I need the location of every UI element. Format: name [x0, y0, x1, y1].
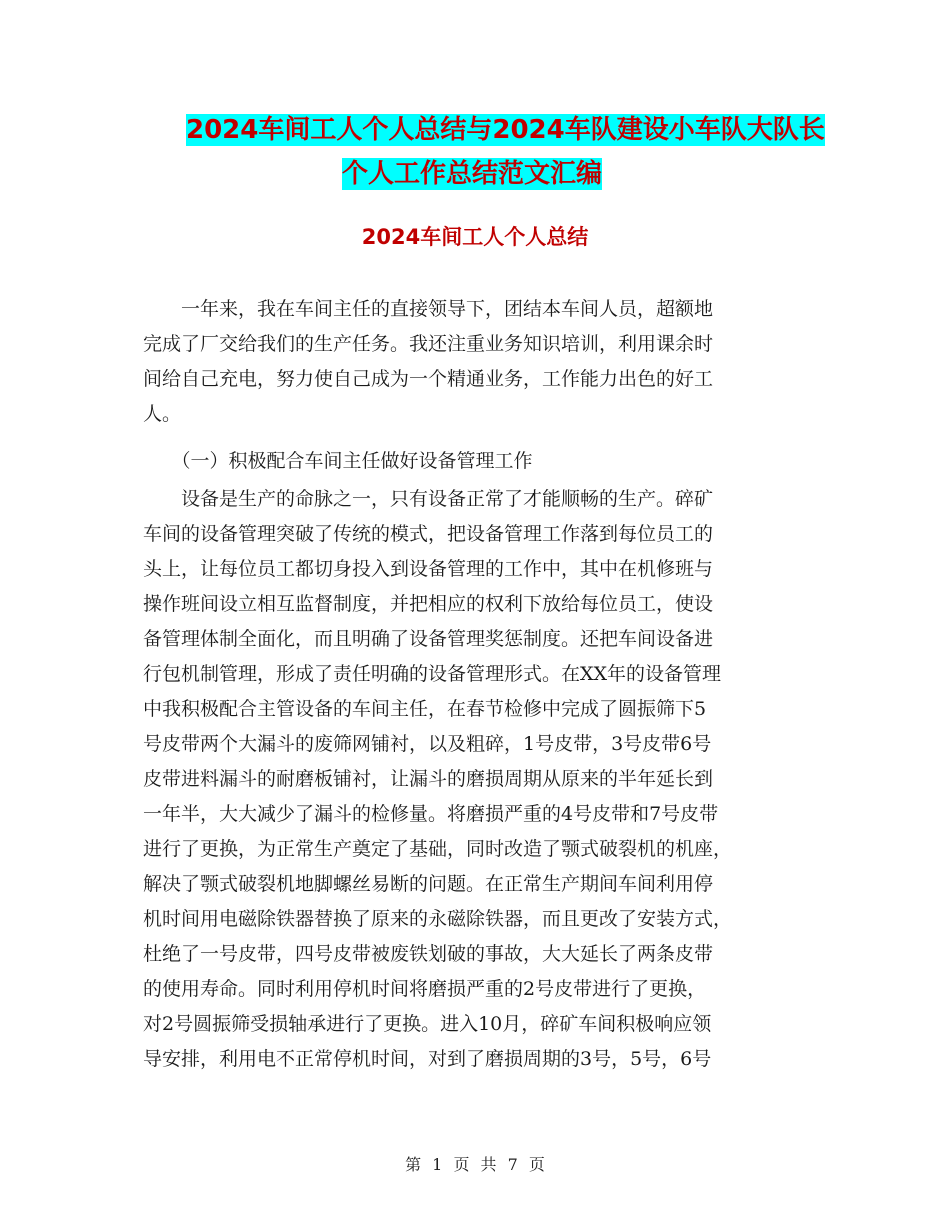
- text-line: 杜绝了一号皮带，四号皮带被废铁划破的事故，大大延长了两条皮带: [143, 943, 714, 965]
- text-line: 进行了更换，为正常生产奠定了基础，同时改造了颚式破裂机的机座，: [143, 838, 733, 860]
- text-line: 间给自己充电，努力使自己成为一个精通业务，工作能力出色的好工: [143, 368, 714, 390]
- page-footer: 第 1 页 共 7 页: [405, 1155, 545, 1174]
- text-line: 备管理体制全面化，而且明确了设备管理奖惩制度。还把车间设备进: [143, 628, 714, 650]
- text-line: 中我积极配合主管设备的车间主任，在春节检修中完成了圆振筛下5: [143, 698, 707, 720]
- text-line: 的使用寿命。同时利用停机时间将磨损严重的2号皮带进行了更换，: [143, 978, 707, 1000]
- text-line: 对2号圆振筛受损轴承进行了更换。进入10月，碎矿车间积极响应领: [143, 1013, 712, 1035]
- text-line: 行包机制管理，形成了责任明确的设备管理形式。在XX年的设备管理: [143, 663, 722, 685]
- intro-paragraph: [143, 292, 805, 432]
- text-line: 头上，让每位员工都切身投入到设备管理的工作中，其中在机修班与: [143, 558, 714, 580]
- equipment-paragraph: [143, 482, 805, 1077]
- subsection-heading: [143, 444, 805, 479]
- text-line: 设备是生产的命脉之一，只有设备正常了才能顺畅的生产。碎矿: [143, 488, 714, 510]
- text-line: 导安排，利用电不正常停机时间，对到了磨损周期的3号，5号，6号: [143, 1048, 712, 1070]
- text-line: 机时间用电磁除铁器替换了原来的永磁除铁器，而且更改了安装方式，: [143, 908, 733, 930]
- subsection-heading-text: （一）积极配合车间主任做好设备管理工作: [143, 450, 533, 472]
- text-line: 解决了颚式破裂机地脚螺丝易断的问题。在正常生产期间车间利用停: [143, 873, 714, 895]
- text-line: 一年半，大大减少了漏斗的检修量。将磨损严重的4号皮带和7号皮带: [143, 803, 719, 825]
- document-title-line-1: 2024车间工人个人总结与2024车队建设小车队大队长: [186, 115, 825, 145]
- text-line: 人。: [143, 403, 182, 425]
- text-line: 车间的设备管理突破了传统的模式，把设备管理工作落到每位员工的: [143, 523, 714, 545]
- text-line: 号皮带两个大漏斗的废筛网铺衬，以及粗碎，1号皮带，3号皮带6号: [143, 733, 712, 755]
- text-line: 操作班间设立相互监督制度，并把相应的权利下放给每位员工，使设: [143, 593, 714, 615]
- document-title-line-2: 个人工作总结范文汇编: [342, 159, 603, 189]
- text-line: 一年来，我在车间主任的直接领导下，团结本车间人员，超额地: [143, 298, 714, 320]
- text-line: 皮带进料漏斗的耐磨板铺衬，让漏斗的磨损周期从原来的半年延长到: [143, 768, 714, 790]
- section-title: 2024车间工人个人总结: [361, 225, 589, 249]
- text-line: 完成了厂交给我们的生产任务。我还注重业务知识培训，利用课余时: [143, 333, 714, 355]
